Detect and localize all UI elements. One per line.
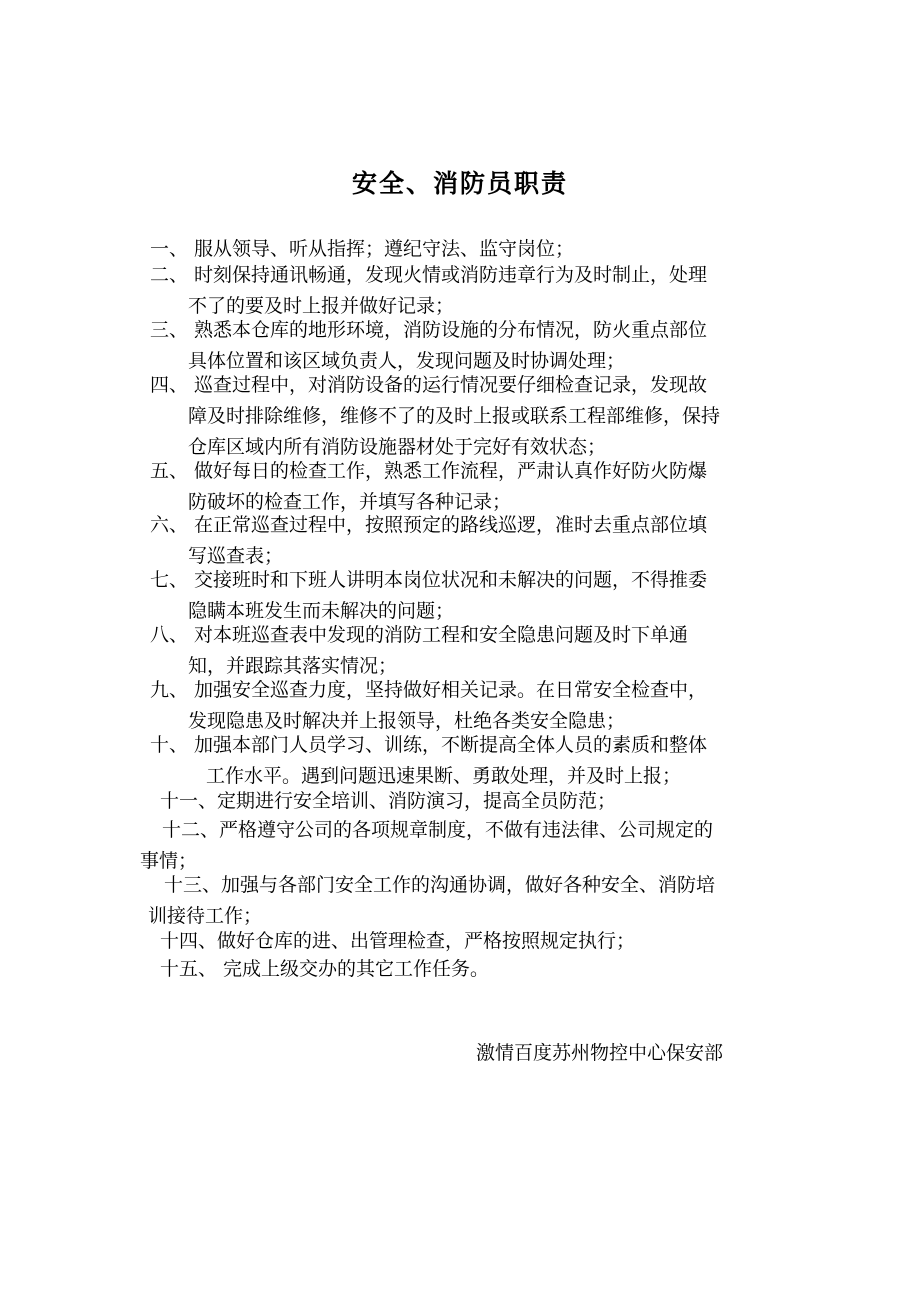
- duty-item-13-line-2: 训接待工作；: [148, 905, 263, 927]
- duty-item-4-line-1: 四、 巡查过程中，对消防设备的运行情况要仔细检查记录，发现故: [150, 374, 708, 396]
- duty-item-13-line-1: 十三、加强与各部门安全工作的沟通协调，做好各种安全、消防培: [164, 874, 716, 896]
- duty-item-10-line-1: 十、 加强本部门人员学习、训练，不断提高全体人员的素质和整体: [150, 734, 708, 756]
- duty-item-8: [150, 620, 790, 682]
- duty-item-3-line-2: 具体位置和该区域负责人，发现问题及时协调处理；: [188, 350, 626, 372]
- duty-item-5: [150, 456, 790, 518]
- duty-item-2: [150, 260, 790, 322]
- duty-item-4-line-3: 仓库区域内所有消防设施器材处于完好有效状态；: [188, 436, 607, 458]
- duty-item-7-line-2: 隐瞒本班发生而未解决的问题；: [188, 600, 455, 622]
- duty-item-14: [160, 926, 800, 957]
- duty-item-1-line-1: 一、 服从领导、听从指挥；遵纪守法、监守岗位；: [150, 238, 575, 260]
- duty-item-12-line-2: 事情；: [140, 850, 198, 872]
- duty-item-2-line-1: 二、 时刻保持通讯畅通，发现火情或消防违章行为及时制止，处理: [150, 264, 708, 286]
- duty-item-2-line-2: 不了的要及时上报并做好记录；: [188, 295, 455, 317]
- duty-item-4: [150, 370, 790, 463]
- duty-item-15-line-1: 十五、 完成上级交办的其它工作任务。: [160, 958, 490, 980]
- duty-item-7: [150, 565, 790, 627]
- duty-item-6-line-1: 六、 在正常巡查过程中，按照预定的路线巡逻，准时去重点部位填: [150, 514, 708, 536]
- duty-item-9-line-1: 九、 加强安全巡查力度，坚持做好相关记录。在日常安全检查中，: [150, 679, 708, 701]
- duty-item-12-line-1: 十二、严格遵守公司的各项规章制度，不做有违法律、公司规定的: [162, 819, 714, 841]
- duty-item-13: [140, 870, 780, 932]
- duty-item-14-line-1: 十四、做好仓库的进、出管理检查，严格按照规定执行；: [160, 930, 636, 952]
- duty-item-3: [150, 315, 790, 377]
- duty-item-6: [150, 510, 790, 572]
- duty-item-9-line-2: 发现隐患及时解决并上报领导，杜绝各类安全隐患；: [188, 710, 626, 732]
- duty-item-11-line-1: 十一、定期进行安全培训、消防演习，提高全员防范；: [160, 790, 617, 812]
- document-title: 安全、消防员职责: [351, 169, 568, 198]
- duty-item-12: [140, 815, 780, 877]
- duty-item-8-line-2: 知，并跟踪其落实情况；: [188, 655, 398, 677]
- duty-item-10-line-2: 工作水平。遇到问题迅速果断、勇敢处理，并及时上报；: [206, 765, 682, 787]
- duty-item-7-line-1: 七、 交接班时和下班人讲明本岗位状况和未解决的问题，不得推委: [150, 569, 708, 591]
- duty-item-10: [150, 730, 790, 792]
- duty-item-11: [160, 786, 800, 817]
- duty-item-5-line-2: 防破坏的检查工作，并填写各种记录；: [188, 491, 512, 513]
- duty-item-3-line-1: 三、 熟悉本仓库的地形环境，消防设施的分布情况，防火重点部位: [150, 319, 708, 341]
- duty-item-4-line-2: 障及时排除维修，维修不了的及时上报或联系工程部维修，保持: [188, 405, 721, 427]
- duty-item-5-line-1: 五、 做好每日的检查工作，熟悉工作流程，严肃认真作好防火防爆: [150, 460, 708, 482]
- duty-item-15: [160, 954, 800, 985]
- duty-item-8-line-1: 八、 对本班巡查表中发现的消防工程和安全隐患问题及时下单通: [150, 624, 689, 646]
- duty-item-9: [150, 675, 790, 737]
- duty-item-6-line-2: 写巡查表；: [188, 545, 284, 567]
- signature: 激情百度苏州物控中心保安部: [476, 1042, 724, 1064]
